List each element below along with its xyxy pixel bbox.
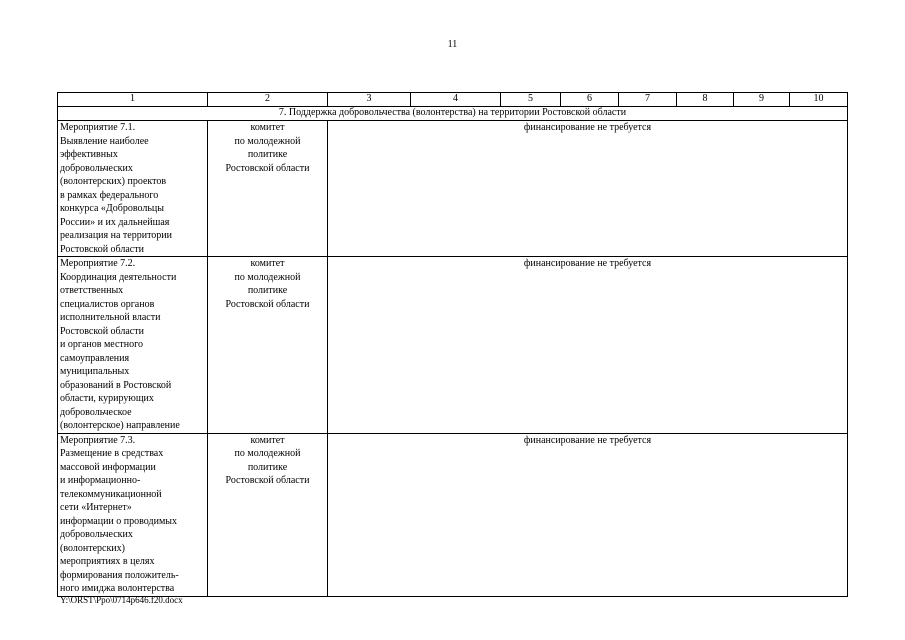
column-header: 1	[58, 93, 208, 107]
column-header: 2	[208, 93, 328, 107]
column-header: 6	[561, 93, 619, 107]
measure-name: Мероприятие 7.1. Выявление наиболее эффективных добровольческих (волонтерских) проектов в рамках федерального конкурса «Добровольцы России» и их дальнейшая реализация на территории Ростовской области	[58, 121, 208, 257]
column-header: 5	[501, 93, 561, 107]
financing-note: финансирование не требуется	[328, 257, 848, 434]
column-header: 7	[619, 93, 677, 107]
page-number: 11	[447, 39, 458, 50]
financing-note: финансирование не требуется	[328, 433, 848, 596]
financing-note: финансирование не требуется	[328, 121, 848, 257]
section-row	[58, 107, 848, 121]
column-header: 8	[677, 93, 734, 107]
column-header: 3	[328, 93, 411, 107]
column-header: 4	[411, 93, 501, 107]
measure-name: Мероприятие 7.3. Размещение в средствах массовой информации и информационно- телекоммуникационной сети «Интернет» информации о проводимых добровольческих (волонтерских) мероприятиях в целях формирования положитель- ного имиджа волонтерства	[58, 433, 208, 596]
executor: комитет по молодежной политике Ростовской области	[208, 257, 328, 434]
file-path-footer: Y:\ORST\Ppo\0714p646.f20.docx	[60, 595, 183, 605]
column-header: 10	[790, 93, 848, 107]
program-table	[57, 92, 848, 597]
column-header: 9	[734, 93, 790, 107]
table-row	[58, 121, 848, 257]
measure-name: Мероприятие 7.2. Координация деятельности ответственных специалистов органов исполнительной власти Ростовской области и органов местного самоуправления муниципальных образований в Ростовской области, курирующих добровольческое (волонтерское) направление	[58, 257, 208, 434]
executor: комитет по молодежной политике Ростовской области	[208, 121, 328, 257]
table-row	[58, 433, 848, 596]
table-row	[58, 257, 848, 434]
section-title: 7. Поддержка добровольчества (волонтерства) на территории Ростовской области	[58, 107, 848, 121]
column-number-row	[58, 93, 848, 107]
executor: комитет по молодежной политике Ростовской области	[208, 433, 328, 596]
